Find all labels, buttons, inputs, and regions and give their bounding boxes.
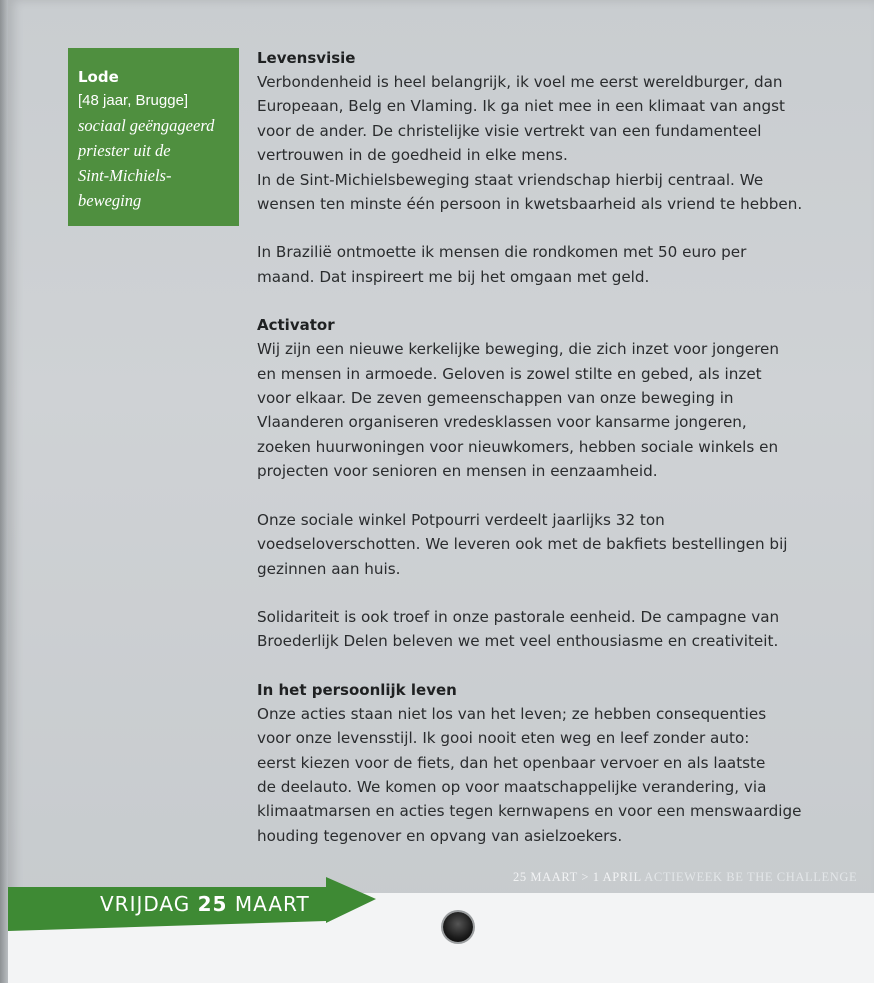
- paragraph: [257, 240, 817, 289]
- profile-description-line: sociaal geëngageerd: [78, 116, 215, 135]
- calendar-page-edge: [0, 0, 8, 983]
- text-line: Europeaan, Belg en Vlaming. Ik ga niet mee in een klimaat van angst: [257, 97, 785, 116]
- text-line: en mensen in armoede. Geloven is zowel stilte en gebed, als inzet: [257, 364, 762, 383]
- section-heading-activator: Activator: [257, 316, 335, 335]
- profile-name: Lode: [78, 68, 119, 86]
- profile-age-city: [48 jaar, Brugge]: [78, 92, 189, 109]
- text-line: de deelauto. We komen op voor maatschappelijke verandering, via: [257, 777, 767, 796]
- text-line: Onze sociale winkel Potpourri verdeelt jaarlijks 32 ton: [257, 510, 665, 529]
- text-line: gezinnen aan huis.: [257, 559, 401, 578]
- profile-description-line: beweging: [78, 191, 142, 210]
- text-line: maand. Dat inspireert me bij het omgaan met geld.: [257, 267, 650, 286]
- calendar-binding-hole: [443, 912, 473, 942]
- text-line: Solidariteit is ook troef in onze pastorale eenheid. De campagne van: [257, 607, 780, 626]
- text-line: Broederlijk Delen beleven we met veel enthousiasme en creativiteit.: [257, 632, 779, 651]
- paragraph: [257, 70, 817, 216]
- text-line: vertrouwen in de goedheid in elke mens.: [257, 146, 568, 165]
- text-line: voor elkaar. De zeven gemeenschappen van onze beweging in: [257, 389, 734, 408]
- tagline-dates: 25 MAART > 1 APRIL: [513, 870, 642, 884]
- text-line: In Brazilië ontmoette ik mensen die rondkomen met 50 euro per: [257, 243, 747, 262]
- text-line: projecten voor senioren en mensen in eenzaamheid.: [257, 462, 658, 481]
- section-heading-persoonlijk-leven: In het persoonlijk leven: [257, 680, 457, 699]
- text-line: houding tegenover en opvang van asielzoekers.: [257, 826, 623, 845]
- text-line: Onze acties staan niet los van het leven; ze hebben consequenties: [257, 704, 767, 723]
- date-number: 25: [197, 892, 228, 916]
- text-line: Verbondenheid is heel belangrijk, ik voel me eerst wereldburger, dan: [257, 73, 783, 91]
- text-line: Wij zijn een nieuwe kerkelijke beweging, die zich inzet voor jongeren: [257, 340, 780, 359]
- footer-tagline: [513, 870, 857, 885]
- profile-box: [68, 48, 239, 226]
- paragraph: [257, 508, 817, 581]
- section-heading-levensvisie: Levensvisie: [257, 49, 356, 67]
- text-line: voor de ander. De christelijke visie vertrekt van een fundamenteel: [257, 121, 762, 140]
- paragraph: [257, 605, 817, 654]
- day-name: VRIJDAG: [100, 892, 191, 916]
- profile-description-line: Sint-Michiels-: [78, 166, 172, 185]
- date-label: [100, 886, 310, 922]
- paragraph: [257, 702, 817, 848]
- profile-description: [78, 113, 229, 213]
- paragraph: [257, 337, 817, 483]
- text-line: zoeken huurwoningen voor nieuwkomers, hebben sociale winkels en: [257, 437, 779, 456]
- text-line: eerst kiezen voor de fiets, dan het openbaar vervoer en als laatste: [257, 753, 766, 772]
- tagline-event: ACTIEWEEK BE THE CHALLENGE: [644, 870, 858, 884]
- main-text: [257, 46, 817, 848]
- month-name: MAART: [234, 892, 310, 916]
- text-line: klimaatmarsen en acties tegen kernwapens en voor een menswaardige: [257, 802, 802, 821]
- text-line: In de Sint-Michielsbeweging staat vriendschap hierbij centraal. We: [257, 170, 764, 189]
- text-line: voedseloverschotten. We leveren ook met de bakfiets bestellingen bij: [257, 535, 788, 554]
- profile-description-line: priester uit de: [78, 141, 171, 160]
- text-line: voor onze levensstijl. Ik gooi nooit eten weg en leef zonder auto:: [257, 729, 750, 748]
- text-line: Vlaanderen organiseren vredesklassen voor kansarme jongeren,: [257, 413, 747, 432]
- text-line: wensen ten minste één persoon in kwetsbaarheid als vriend te hebben.: [257, 195, 803, 214]
